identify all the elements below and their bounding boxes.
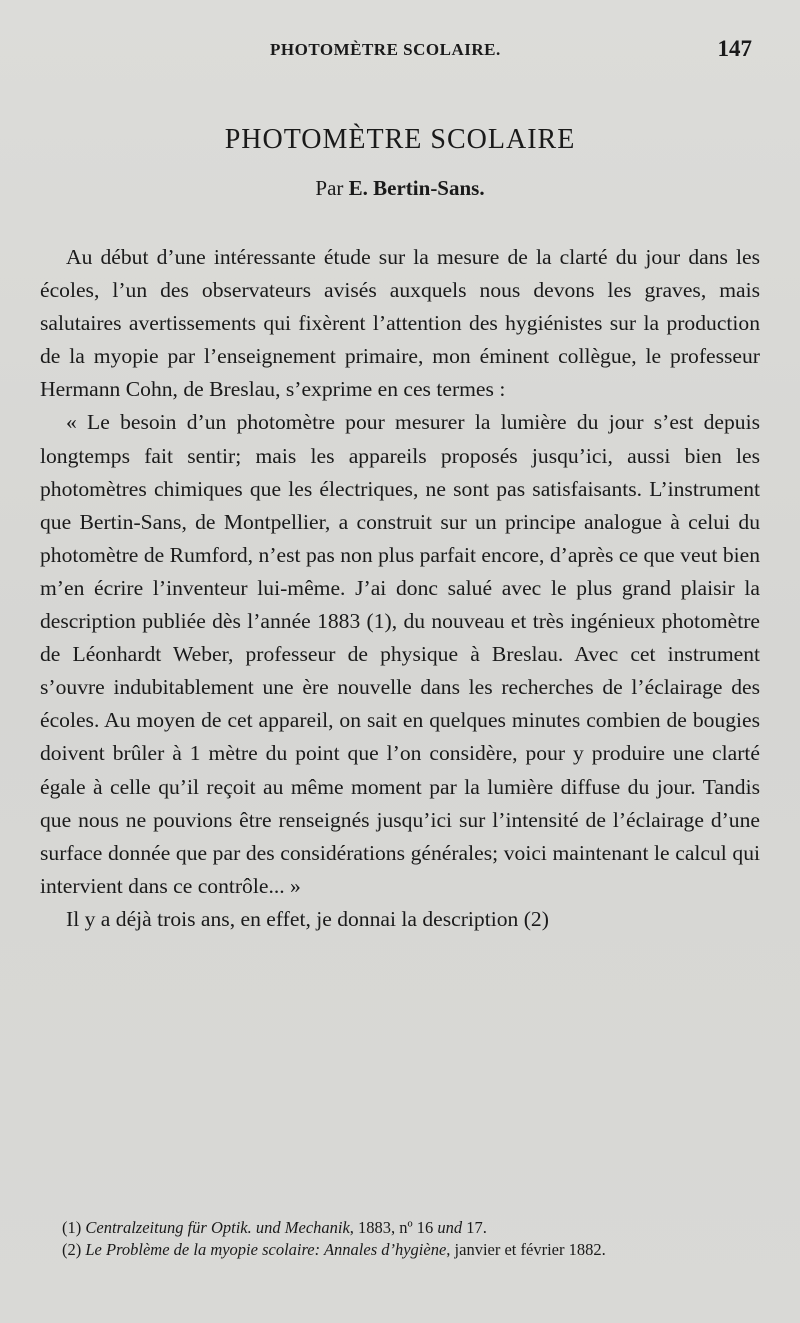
footnote-2-source: Le Problème de la myopie scolaire: Annales d’hygiène <box>85 1240 447 1259</box>
footnote-1 <box>40 1217 760 1239</box>
footnote-1-source: Centralzeitung für Optik. und Mechanik <box>85 1218 350 1237</box>
byline <box>0 176 800 201</box>
article-body <box>40 241 760 936</box>
footnote-2-mark: (2) <box>62 1240 86 1259</box>
footnote-1-details-end: 17. <box>462 1218 487 1237</box>
author-name: E. Bertin-Sans. <box>348 176 485 200</box>
running-head: PHOTOMÈTRE SCOLAIRE. <box>270 40 501 59</box>
paragraph-intro: Au début d’une intéressante étude sur la mesure de la clarté du jour dans les écoles, l’un des observateurs avisés auxquels nous devons les graves, mais salutaires avertissements qui fixèrent l’attention des hygiénistes sur la production de la myopie par l’enseignement primaire, mon éminent collègue, le professeur Hermann Cohn, de Breslau, s’exprime en ces termes : <box>40 245 760 402</box>
paragraph-continuation: Il y a déjà trois ans, en effet, je donnai la description (2) <box>66 906 549 931</box>
footnote-1-connector: und <box>437 1218 463 1237</box>
footnote-2-details: , janvier et février 1882. <box>446 1240 606 1259</box>
footnotes <box>40 1217 760 1261</box>
footnote-1-details: , 1883, nº 16 <box>349 1218 438 1237</box>
footnote-1-mark: (1) <box>62 1218 86 1237</box>
paragraph-quotation: « Le besoin d’un photomètre pour mesurer la lumière du jour s’est depuis longtemps fait sentir; mais les appareils proposés jusqu’ici, aussi bien les photomètres chimiques que les électriques, ne sont pas satisfaisants. L’instrument que Bertin-Sans, de Montpellier, a construit sur un principe analogue à celui du photomètre de Rumford, n’est pas non plus parfait encore, d’après ce que veut bien m’en écrire l’inventeur lui-même. J’ai donc salué avec le plus grand plaisir la description publiée dès l’année 1883 (1), du nouveau et très ingénieux photomètre de Léonhardt Weber, professeur de physique à Breslau. Avec cet instrument s’ouvre indubitablement une ère nouvelle dans les recherches de l’éclairage des écoles. Au moyen de cet appareil, on sait en quelques minutes combien de bougies doivent brûler à 1 mètre du point que l’on considère, pour y produire une clarté égale à celle qu’il reçoit au même moment par la lumière diffuse du jour. Tandis que nous ne pouvions être renseignés jusqu’ici sur l’intensité de l’éclairage d’une surface donnée que par des considérations générales; voici maintenant le calcul qui intervient dans ce contrôle... » <box>40 410 760 898</box>
byline-prefix: Par <box>315 176 349 200</box>
page-number: 147 <box>717 36 752 61</box>
article-title: PHOTOMÈTRE SCOLAIRE <box>224 124 576 155</box>
footnote-2 <box>40 1239 760 1261</box>
